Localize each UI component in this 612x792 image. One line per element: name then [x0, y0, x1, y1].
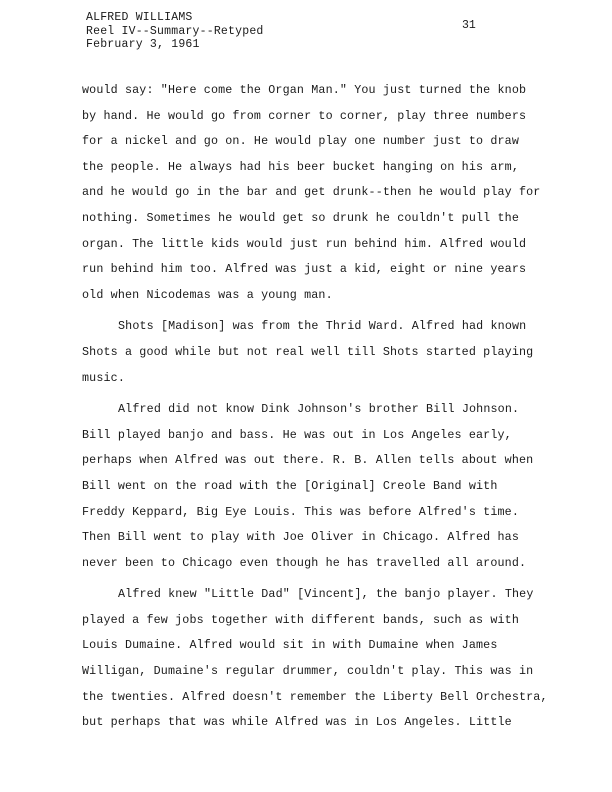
text-line: the twenties. Alfred doesn't remember the Liberty Bell Orchestra,: [82, 689, 548, 704]
text-line: organ. The little kids would just run behind him. Alfred would: [82, 236, 527, 251]
paragraph-start-line: Alfred knew "Little Dad" [Vincent], the banjo player. They: [118, 587, 534, 602]
text-line: run behind him too. Alfred was just a kid, eight or nine years: [82, 262, 527, 277]
text-line: music.: [82, 370, 125, 385]
text-line: nothing. Sometimes he would get so drunk he couldn't pull the: [82, 210, 519, 225]
text-line: never been to Chicago even though he has travelled all around.: [82, 555, 527, 570]
text-line: Bill played banjo and bass. He was out in Los Angeles early,: [82, 427, 512, 442]
page-header: [86, 11, 264, 52]
header-reel: Reel IV--Summary--Retyped: [86, 24, 264, 38]
paragraph-start-line: Alfred did not know Dink Johnson's brother Bill Johnson.: [118, 402, 520, 417]
text-line: old when Nicodemas was a young man.: [82, 287, 333, 302]
paragraph-start-line: Shots [Madison] was from the Thrid Ward. Alfred had known: [118, 319, 527, 334]
text-line: the people. He always had his beer bucket hanging on his arm,: [82, 159, 519, 174]
text-line: and he would go in the bar and get drunk--then he would play for: [82, 185, 541, 200]
body-text: [82, 78, 552, 736]
text-line: Willigan, Dumaine's regular drummer, couldn't play. This was in: [82, 664, 534, 679]
text-line: Freddy Keppard, Big Eye Louis. This was before Alfred's time.: [82, 504, 519, 519]
text-line: Louis Dumaine. Alfred would sit in with Dumaine when James: [82, 638, 498, 653]
text-line: perhaps when Alfred was out there. R. B. Allen tells about when: [82, 453, 534, 468]
text-line: played a few jobs together with different bands, such as with: [82, 612, 519, 627]
text-line: but perhaps that was while Alfred was in Los Angeles. Little: [82, 715, 512, 730]
text-line: by hand. He would go from corner to corner, play three numbers: [82, 108, 527, 123]
header-name: ALFRED WILLIAMS: [86, 11, 193, 24]
text-line: Then Bill went to play with Joe Oliver in Chicago. Alfred has: [82, 530, 519, 545]
text-line: would say: "Here come the Organ Man." You just turned the knob: [82, 83, 527, 97]
text-line: Shots a good while but not real well till Shots started playing: [82, 344, 534, 359]
text-line: Bill went on the road with the [Original] Creole Band with: [82, 478, 498, 493]
header-date: February 3, 1961: [86, 38, 200, 51]
page-number: 31: [462, 19, 476, 32]
text-line: for a nickel and go on. He would play one number just to draw: [82, 134, 519, 149]
